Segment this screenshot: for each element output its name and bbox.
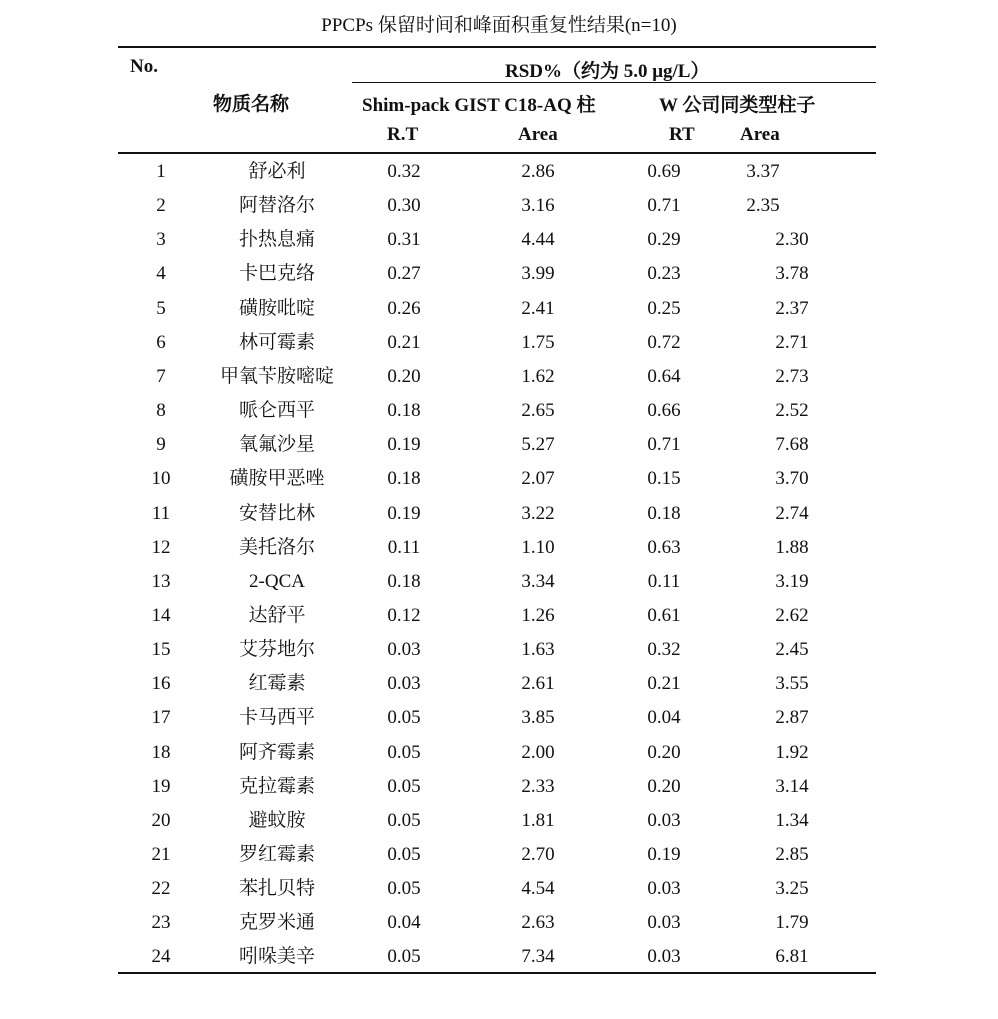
cell-rt2: 0.71 [647,195,681,217]
cell-area1: 3.22 [521,502,555,524]
cell-name: 扑热息痛 [238,229,316,251]
cell-area2: 2.62 [775,604,809,626]
cell-rt1: 0.11 [387,536,421,558]
cell-area1: 5.27 [521,434,555,456]
table-row [0,599,998,633]
cell-rt1: 0.03 [387,673,421,695]
cell-rt1: 0.19 [387,502,421,524]
cell-name: 美托洛尔 [238,536,316,558]
table-row [0,360,998,394]
cell-rt2: 0.29 [647,229,681,251]
cell-rt2: 0.04 [647,707,681,729]
cell-no: 20 [151,809,171,831]
cell-rt2: 0.03 [647,809,681,831]
header-name: 物质名称 [213,94,290,115]
cell-rt2: 0.23 [647,263,681,285]
table-row [0,462,998,496]
table-row [0,838,998,872]
cell-no: 21 [151,844,171,865]
cell-no: 6 [156,331,166,353]
cell-rt1: 0.05 [387,844,421,865]
cell-area1: 7.34 [521,946,555,968]
table-row [0,428,998,462]
cell-area2: 2.35 [746,195,780,217]
cell-name: 磺胺甲恶唑 [229,468,325,490]
table-row [0,565,998,599]
table-row [0,531,998,565]
cell-no: 19 [151,775,171,797]
cell-rt1: 0.04 [387,912,421,934]
cell-no: 9 [156,434,166,456]
cell-rt1: 0.05 [387,741,421,763]
cell-no: 16 [151,673,171,695]
table-title: PPCPs 保留时间和峰面积重复性结果(n=10) [321,15,677,36]
cell-rt1: 0.21 [387,331,421,353]
cell-rt2: 0.03 [647,912,681,934]
cell-name: 达舒平 [248,604,306,626]
cell-no: 8 [156,400,166,422]
cell-area2: 1.88 [775,536,809,558]
cell-name: 安替比林 [238,502,316,524]
cell-name: 罗红霉素 [238,844,316,865]
cell-rt1: 0.05 [387,878,421,900]
cell-area2: 3.37 [746,161,780,182]
table-row [0,701,998,735]
cell-rt2: 0.19 [647,844,681,865]
cell-area1: 2.33 [521,775,555,797]
cell-area1: 3.99 [521,263,555,285]
cell-no: 4 [156,263,166,285]
cell-area2: 3.70 [775,468,809,490]
table-row [0,189,998,223]
table-row [0,906,998,940]
cell-rt2: 0.69 [647,161,681,182]
cell-area1: 4.44 [521,229,555,251]
cell-area2: 1.34 [775,809,809,831]
cell-rt1: 0.05 [387,775,421,797]
cell-no: 15 [151,639,171,661]
table-row [0,940,998,974]
cell-area2: 2.52 [775,400,809,422]
cell-no: 7 [156,365,166,387]
header-rt-w: RT [669,124,695,145]
cell-rt1: 0.03 [387,639,421,661]
cell-name: 甲氧苄胺嘧啶 [219,365,335,387]
cell-no: 22 [151,878,171,900]
cell-rt2: 0.63 [647,536,681,558]
cell-area2: 1.92 [775,741,809,763]
cell-rt1: 0.26 [387,297,421,319]
cell-area2: 2.73 [775,365,809,387]
cell-area1: 2.00 [521,741,555,763]
cell-area1: 3.16 [521,195,555,217]
cell-name: 红霉素 [248,673,306,695]
cell-name: 哌仑西平 [238,400,316,422]
cell-rt1: 0.32 [387,161,421,182]
top-rule [118,46,876,48]
cell-area1: 2.41 [521,297,555,319]
table-row [0,326,998,360]
cell-rt2: 0.71 [647,434,681,456]
header-no: No. [130,56,158,77]
cell-rt2: 0.61 [647,604,681,626]
cell-area1: 1.75 [521,331,555,353]
cell-rt1: 0.12 [387,604,421,626]
table-row [0,770,998,804]
cell-rt1: 0.27 [387,263,421,285]
cell-area2: 2.71 [775,331,809,353]
table-row [0,155,998,189]
cell-no: 10 [151,468,171,490]
table-row [0,872,998,906]
cell-area2: 3.14 [775,775,809,797]
cell-area2: 3.55 [775,673,809,695]
cell-rt2: 0.20 [647,775,681,797]
cell-rt2: 0.64 [647,365,681,387]
cell-no: 2 [156,195,166,217]
cell-no: 17 [151,707,171,729]
table-row [0,667,998,701]
cell-area2: 2.30 [775,229,809,251]
cell-name: 2-QCA [249,570,305,592]
cell-name: 卡马西平 [238,707,316,729]
cell-area1: 1.10 [521,536,555,558]
cell-name: 氧氟沙星 [238,434,316,456]
cell-rt1: 0.19 [387,434,421,456]
table-row [0,257,998,291]
cell-no: 23 [151,912,171,934]
cell-area2: 2.37 [775,297,809,319]
cell-area1: 1.26 [521,604,555,626]
cell-no: 12 [151,536,171,558]
cell-area2: 1.79 [775,912,809,934]
cell-rt2: 0.20 [647,741,681,763]
cell-area1: 2.65 [521,400,555,422]
header-area-shim: Area [518,124,558,145]
cell-area1: 3.85 [521,707,555,729]
header-area-w: Area [740,124,780,145]
cell-area1: 4.54 [521,878,555,900]
cell-name: 克罗米通 [238,912,316,934]
cell-area1: 2.07 [521,468,555,490]
cell-rt2: 0.18 [647,502,681,524]
cell-no: 18 [151,741,171,763]
cell-rt2: 0.03 [647,878,681,900]
cell-name: 阿齐霉素 [238,741,316,763]
cell-area2: 2.85 [775,844,809,865]
cell-no: 24 [151,946,171,968]
cell-rt2: 0.66 [647,400,681,422]
cell-name: 阿替洛尔 [238,195,316,217]
cell-rt1: 0.18 [387,400,421,422]
cell-area1: 1.63 [521,639,555,661]
cell-rt2: 0.21 [647,673,681,695]
cell-rt2: 0.15 [647,468,681,490]
table-row [0,804,998,838]
cell-no: 5 [156,297,166,319]
cell-name: 艾芬地尔 [238,639,316,661]
cell-no: 1 [156,161,166,182]
cell-area1: 3.34 [521,570,555,592]
cell-area1: 2.70 [521,844,555,865]
cell-rt1: 0.05 [387,809,421,831]
cell-rt2: 0.11 [647,570,681,592]
table-row [0,497,998,531]
cell-name: 卡巴克络 [238,263,316,285]
cell-no: 14 [151,604,171,626]
cell-area1: 2.63 [521,912,555,934]
cell-area1: 2.61 [521,673,555,695]
cell-name: 磺胺吡啶 [238,297,316,319]
cell-rt1: 0.05 [387,946,421,968]
cell-no: 3 [156,229,166,251]
cell-name: 避蚊胺 [248,809,306,831]
cell-rt2: 0.03 [647,946,681,968]
cell-area2: 3.78 [775,263,809,285]
cell-area1: 1.62 [521,365,555,387]
header-w-column: W 公司同类型柱子 [659,95,816,116]
cell-name: 吲哚美辛 [238,946,316,968]
table-row [0,633,998,667]
header-shim-column: Shim-pack GIST C18-AQ 柱 [362,95,596,116]
cell-rt1: 0.20 [387,365,421,387]
cell-name: 舒必利 [248,161,306,182]
cell-rt2: 0.25 [647,297,681,319]
cell-area1: 1.81 [521,809,555,831]
cell-name: 林可霉素 [238,331,316,353]
cell-name: 苯扎贝特 [238,878,316,900]
cell-rt1: 0.05 [387,707,421,729]
cell-area2: 2.74 [775,502,809,524]
cell-rt1: 0.18 [387,468,421,490]
cell-area2: 2.87 [775,707,809,729]
table-row [0,292,998,326]
cell-area2: 6.81 [775,946,809,968]
cell-rt2: 0.72 [647,331,681,353]
table-row [0,736,998,770]
header-rsd: RSD%（约为 5.0 μg/L） [505,61,710,82]
cell-rt1: 0.18 [387,570,421,592]
cell-no: 13 [151,570,171,592]
cell-name: 克拉霉素 [238,775,316,797]
cell-no: 11 [151,502,171,524]
cell-area1: 2.86 [521,161,555,182]
cell-rt1: 0.31 [387,229,421,251]
table-row [0,394,998,428]
cell-area2: 7.68 [775,434,809,456]
cell-area2: 3.19 [775,570,809,592]
cell-area2: 2.45 [775,639,809,661]
cell-rt2: 0.32 [647,639,681,661]
header-rt-shim: R.T [387,124,419,145]
header-bottom-rule [118,152,876,154]
table-row [0,223,998,257]
cell-area2: 3.25 [775,878,809,900]
cell-rt1: 0.30 [387,195,421,217]
